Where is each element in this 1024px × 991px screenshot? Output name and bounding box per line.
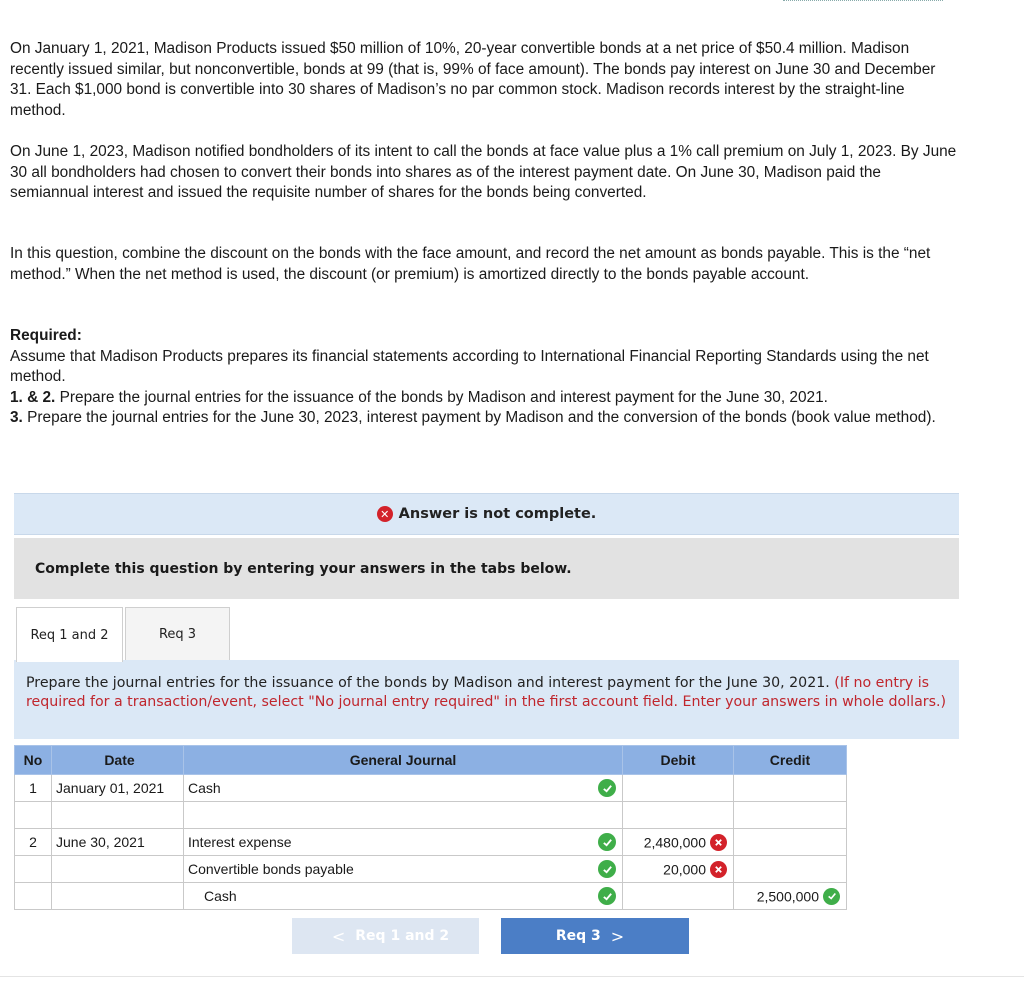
tab-prompt — [14, 660, 959, 739]
required-label: Required: — [10, 327, 82, 344]
header-credit: Credit — [734, 746, 847, 775]
check-icon — [823, 888, 840, 905]
date-cell[interactable] — [52, 856, 184, 883]
required-section — [10, 326, 960, 429]
account-value: Interest expense — [188, 834, 292, 850]
next-tab-label: Req 3 — [555, 928, 601, 944]
credit-input[interactable] — [734, 856, 847, 883]
table-row — [15, 856, 847, 883]
tab-req-3[interactable]: Req 3 — [125, 607, 230, 661]
header-no: No — [15, 746, 52, 775]
question-paragraph-2: On June 1, 2023, Madison notified bondholders of its intent to call the bonds at face value plus a 1% call premium on July 1, 2023. By June 30 all bondholders had chosen to convert their bonds into shares as of the interest payment date. On June 30, Madison paid the semiannual interest and issued the requisite number of shares for the bonds being converted. — [10, 143, 957, 201]
check-icon — [598, 779, 616, 797]
error-icon: ✕ — [377, 506, 393, 522]
bottom-divider — [0, 976, 1024, 977]
required-item-1 — [10, 388, 960, 409]
date-cell[interactable] — [52, 775, 184, 802]
journal-header-row — [15, 746, 847, 775]
account-cell[interactable] — [184, 775, 623, 802]
required-item-2-number: 3. — [10, 409, 23, 426]
incorrect-icon — [710, 834, 727, 851]
row-number — [15, 883, 52, 910]
answer-status-text: Answer is not complete. — [398, 506, 597, 522]
account-value: Cash — [204, 888, 237, 904]
date-cell[interactable] — [52, 883, 184, 910]
header-date: Date — [52, 746, 184, 775]
check-icon — [598, 833, 616, 851]
journal-table — [14, 745, 847, 910]
prompt-note: (If no entry is required for a transaction/event, select "No journal entry required" in the first account field. Enter your answers in whole dollars.) — [26, 675, 947, 710]
credit-input[interactable] — [734, 802, 847, 829]
debit-input[interactable] — [623, 802, 734, 829]
row-number: 2 — [15, 829, 52, 856]
prompt-text: Prepare the journal entries for the issuance of the bonds by Madison and interest payment for the June 30, 2021. — [26, 675, 835, 691]
header-debit: Debit — [623, 746, 734, 775]
row-number — [15, 856, 52, 883]
date-value: June 30, 2021 — [56, 834, 145, 850]
account-value: Convertible bonds payable — [188, 861, 354, 877]
check-icon — [598, 887, 616, 905]
check-icon — [598, 860, 616, 878]
required-item-1-number: 1. & 2. — [10, 388, 56, 406]
table-row — [15, 883, 847, 910]
credit-value: 2,500,000 — [756, 888, 819, 905]
debit-value: 20,000 — [663, 861, 706, 878]
chevron-left-icon: < — [331, 926, 346, 946]
account-value: Cash — [188, 780, 221, 796]
question-paragraph-3: In this question, combine the discount on the bonds with the face amount, and record the net amount as bonds payable. This is the “net method.” When the net method is used, the discount (or premium) is amortized directly to the bonds payable account. — [10, 245, 931, 283]
chevron-right-icon: > — [610, 926, 625, 946]
date-cell[interactable] — [52, 829, 184, 856]
debit-input[interactable] — [623, 829, 734, 856]
prev-tab-button[interactable] — [292, 918, 479, 954]
account-cell[interactable] — [184, 829, 623, 856]
incorrect-icon — [710, 861, 727, 878]
account-cell[interactable] — [184, 856, 623, 883]
table-row — [15, 775, 847, 802]
tab-req-1-and-2[interactable]: Req 1 and 2 — [16, 607, 123, 662]
instructions-banner — [14, 538, 959, 599]
credit-input[interactable] — [734, 829, 847, 856]
top-divider — [783, 0, 943, 1]
table-row — [15, 802, 847, 829]
date-value: January 01, 2021 — [56, 780, 165, 796]
required-item-2 — [10, 408, 960, 429]
account-cell[interactable] — [184, 802, 623, 829]
debit-input[interactable] — [623, 883, 734, 910]
row-number: 1 — [15, 775, 52, 802]
table-row — [15, 829, 847, 856]
debit-value: 2,480,000 — [643, 834, 706, 851]
answer-status-banner — [14, 493, 959, 535]
debit-input[interactable] — [623, 775, 734, 802]
required-item-2-text: Prepare the journal entries for the June 30, 2023, interest payment by Madison and the conversion of the bonds (book value method). — [22, 409, 936, 426]
credit-input[interactable] — [734, 883, 847, 910]
required-text: Assume that Madison Products prepares its financial statements according to International Financial Reporting Standards using the net method. — [10, 347, 929, 385]
header-general-journal: General Journal — [184, 746, 623, 775]
debit-input[interactable] — [623, 856, 734, 883]
next-tab-button[interactable] — [501, 918, 689, 954]
question-paragraph-1: On January 1, 2021, Madison Products issued $50 million of 10%, 20-year convertible bonds at a net price of $50.4 million. Madison recently issued similar, but nonconvertible, bonds at 99 (that is, 99% of face amount). The bonds pay interest on June 30 and December 31. Each $1,000 bond is convertible into 30 shares of Madison’s no par common stock. Madison records interest by the straight-line method. — [10, 40, 936, 119]
account-cell[interactable] — [184, 883, 623, 910]
prev-tab-label: Req 1 and 2 — [355, 928, 450, 944]
instructions-text: Complete this question by entering your answers in the tabs below. — [35, 560, 572, 577]
credit-input[interactable] — [734, 775, 847, 802]
required-item-1-text: Prepare the journal entries for the issuance of the bonds by Madison and interest payment for the June 30, 2021. — [55, 388, 828, 406]
